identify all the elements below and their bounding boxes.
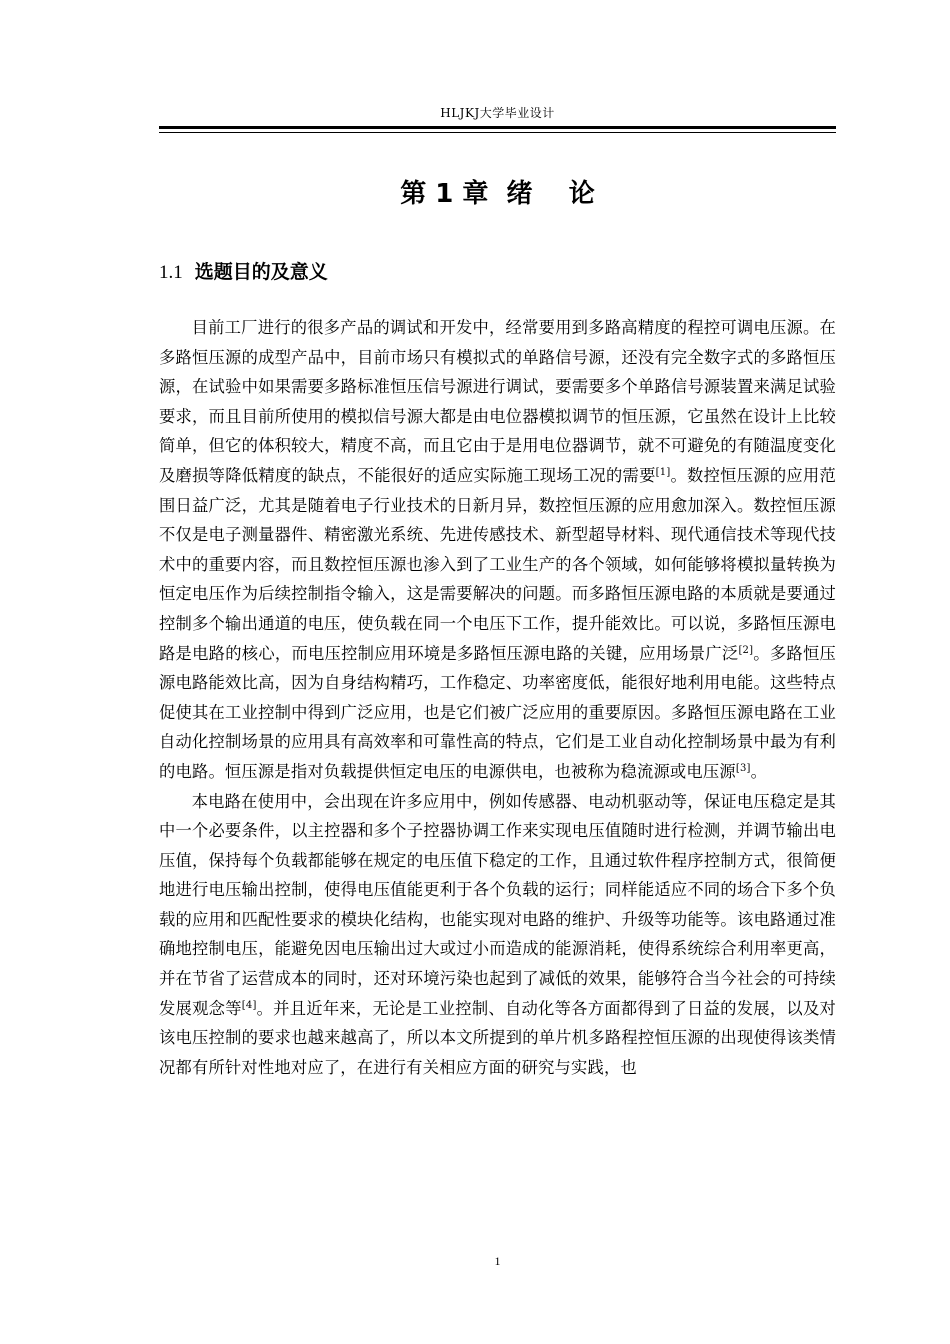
paragraph-text: 目前工厂进行的很多产品的调试和开发中，经常要用到多路高精度的程控可调电压源。在多路恒压源的成型产品中，目前市场只有模拟式的单路信号源，还没有完全数字式的多路恒压源，在试验中如果需要多路标准恒压信号源进行调试，要需要多个单路信号源装置来满足试验要求，而且目前所使用的模拟信号源大都是由电位器模拟调节的恒压源，它虽然在设计上比较简单，但它的体积较大，精度不高，而且它由于是用电位器调节，就不可避免的有随温度变化及磨损等降低精度的缺点，不能很好的适应实际施工现场工况的需要 xyxy=(159,318,836,485)
paragraph xyxy=(159,313,836,787)
paragraph-text: 。并且近年来，无论是工业控制、自动化等各方面都得到了日益的发展，以及对该电压控制的要求也越来越高了，所以本文所提到的单片机多路程控恒压源的出现使得该类情况都有所针对性地对应了，在进行有关相应方面的研究与实践，也 xyxy=(159,998,836,1077)
header-rule-thick xyxy=(159,126,836,129)
paragraph-text: 本电路在使用中，会出现在许多应用中，例如传感器、电动机驱动等，保证电压稳定是其中一个必要条件，以主控器和多个子控器协调工作来实现电压值随时进行检测，并调节输出电压值，保持每个负载都能够在规定的电压值下稳定的工作，且通过软件程序控制方式，很简便地进行电压输出控制，使得电压值能更利于各个负载的运行；同样能适应不同的场合下多个负载的应用和匹配性要求的模块化结构，也能实现对电路的维护、升级等功能等。该电路通过准确地控制电压，能避免因电压输出过大或过小而造成的能源消耗，使得系统综合利用率更高，并在节省了运营成本的同时，还对环境污染也起到了减低的效果，能够符合当今社会的可持续发展观念等 xyxy=(159,791,836,1018)
paragraph-text: 。数控恒压源的应用范围日益广泛，尤其是随着电子行业技术的日新月异，数控恒压源的应用愈加深入。数控恒压源不仅是电子测量器件、精密激光系统、先进传感技术、新型超导材料、现代通信技术等现代技术中的重要内容，而且数控恒压源也渗入到了工业生产的各个领域，如何能够将模拟量转换为恒定电压作为后续控制指令输入，这是需要解决的问题。而多路恒压源电路的本质就是要通过控制多个输出通道的电压，使负载在同一个电压下工作，提升能效比。可以说，多路恒压源电路是电路的核心，而电压控制应用环境是多路恒压源电路的关键，应用场景广泛 xyxy=(159,465,836,663)
section-title: 选题目的及意义 xyxy=(194,261,328,283)
paragraph xyxy=(159,787,836,1083)
paragraph-text: 。 xyxy=(750,761,768,781)
paragraph-text: 。多路恒压源电路能效比高，因为自身结构精巧，工作稳定、功率密度低，能很好地利用电能。这些特点促使其在工业控制中得到广泛应用，也是它们被广泛应用的重要原因。多路恒压源电路在工业自动化控制场景的应用具有高效率和可靠性高的特点，它们是工业自动化控制场景中最为有利的电路。恒压源是指对负载提供恒定电压的电源供电，也被称为稳流源或电压源 xyxy=(159,643,836,781)
citation-ref: [1] xyxy=(655,466,671,478)
section-number: 1.1 xyxy=(159,262,183,283)
section-heading xyxy=(159,258,328,287)
page-number: 1 xyxy=(494,1254,501,1268)
running-header: HLJKJ大学毕业设计 xyxy=(440,106,555,120)
citation-ref: [2] xyxy=(738,644,754,656)
citation-ref: [4] xyxy=(241,999,257,1011)
citation-ref: [3] xyxy=(735,762,751,774)
body-text xyxy=(159,313,836,1082)
header-rule-thin xyxy=(159,132,836,133)
chapter-title: 第 1 章 绪 论 xyxy=(400,179,595,209)
